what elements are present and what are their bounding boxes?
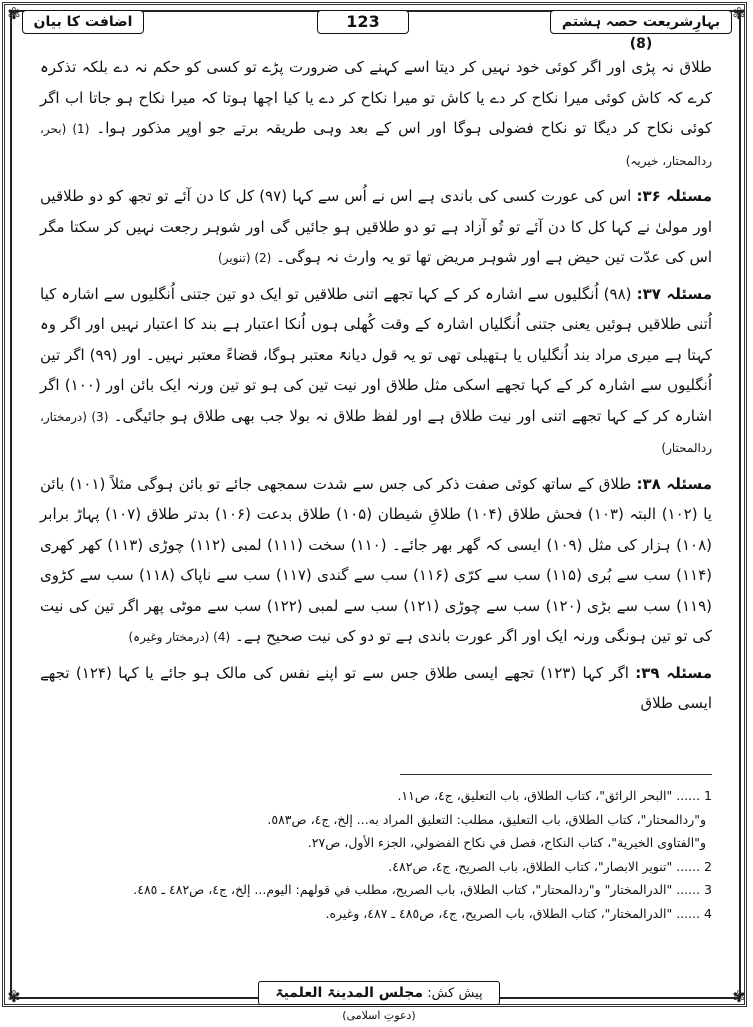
running-title: بہارِشریعت حصہ ہشتم (8) bbox=[550, 10, 732, 34]
publisher-sub: (دعوتِ اسلامی) bbox=[342, 1009, 416, 1022]
main-text bbox=[40, 52, 712, 724]
masala-label: مسئلہ ۳۷: bbox=[636, 284, 712, 303]
publisher-footer bbox=[258, 981, 500, 1022]
corner-ornament-icon: ✾ bbox=[7, 4, 21, 23]
paragraph-masala-39 bbox=[40, 658, 712, 719]
corner-ornament-icon: ✾ bbox=[7, 987, 21, 1006]
corner-ornament-icon: ✾ bbox=[732, 987, 746, 1006]
footnote-line: 4 ...... "الدرالمختار"، كتاب الطلاق، باب الصريح، ج٤، ص٤٨٥ ـ ٤٨٧، وغيره. bbox=[325, 905, 712, 921]
paragraph-masala-37 bbox=[40, 279, 712, 464]
footnote-line: 3 ...... "الدرالمختار" و"ردالمحتار"، كتاب الطلاق، باب الصريح، مطلب في قولهم: اليوم... إلخ، ج٤، ص٤٨٢ ـ ٤٨٥. bbox=[133, 882, 712, 897]
paragraph-text: (۹۸) اُنگلیوں سے اشارہ کر کے کہا تجھے اتنی طلاقیں تو ایک دو تین جتنی اُنگلیوں سے اشارہ کیا اُتنی طلاقیں ہوئیں یعنی جتنی اُنگلیاں اشارہ کے وقت کُھلی ہوں اُنکا اعتبار ہے بند کا اعتبار نہیں اور اگر وہ کہتا ہے میری مراد بند اُنگلیاں یا ہتھیلی تھی تو یہ قول دیانۃً معتبر ہوگا، قضاءً معتبر نہیں۔ اور (۹۹) اگر تین اُنگلیوں سے اشارہ کر کے کہا تجھے اسکی مثل طلاق اور نیت تین کی ہو تو تین ورنہ ایک بائن اور (۱۰۰) اگر اشارہ کر کے کہا تجھے اتنی اور نیت طلاق ہے اور لفظ طلاق نہ بولا جب بھی طلاق ہو جائیگی۔ bbox=[40, 284, 713, 425]
reference-note: (3) (درمختار، ردالمحتار) bbox=[40, 409, 712, 455]
reference-note: (1) (بحر، ردالمحتار، خیریہ) bbox=[40, 122, 712, 168]
footnote-line: و"ردالمحتار"، كتاب الطلاق، باب التعليق، مطلب: التعليق المراد به... إلخ، ج٤، ص٥٨٣. bbox=[267, 811, 706, 827]
reference-note: (2) (تنویر) bbox=[218, 251, 272, 265]
paragraph-1 bbox=[40, 52, 712, 176]
publisher-name: مجلس المدینۃ العلمیۃ bbox=[275, 985, 424, 1001]
paragraph-masala-38 bbox=[40, 469, 712, 653]
footer-prefix: پیش کش: bbox=[427, 986, 483, 1001]
footnote-line: و"الفتاوى الخيرية"، كتاب النكاح، فصل في نكاح الفضولي، الجزء الأول، ص٢٧. bbox=[307, 835, 706, 850]
footnote-line: 1 ...... "البحر الرائق"، كتاب الطلاق، باب التعليق، ج٤، ص١١. bbox=[397, 788, 712, 803]
paragraph-text: اگر کہا (۱۲۳) تجھے ایسی طلاق جس سے تو اپنے نفس کی مالک ہو جائے یا کہا (۱۲۴) تجھے ایسی طلاق bbox=[40, 663, 712, 712]
footnote-divider bbox=[400, 774, 712, 775]
paragraph-text: طلاق نہ پڑی اور اگر کوئی خود نہیں کر دیتا اسے کہنے کی ضرورت پڑے تو کسی کو حکم نہ دے بلکہ تذکرہ کرے کہ کاش کوئی میرا نکاح کر دے یا کاش تو میرا نکاح کر دے یا کیا اچھا ہوتا کہ میرا نکاح ہو جاتا اب اگر کوئی نکاح کر دیگا تو نکاح فضولی ہوگا اور اس کے بعد وہی طریقہ برتے جو اوپر مذکور ہوا۔ bbox=[40, 58, 712, 137]
paragraph-text: اس کی عورت کسی کی باندی ہے اس نے اُس سے کہا (۹۷) کل کا دن آئے تو تجھ کو دو طلاقیں اور مولیٰ نے کہا کل کا دن آئے تو تُو آزاد ہے تو دو طلاقیں ہو جائیں گی اور شوہر رجعت نہیں کر سکتا مگر اس کی عدّت تین حیض ہے اور شوہر مریض تھا تو یہ وارث نہ ہوگی۔ bbox=[40, 187, 712, 266]
corner-ornament-icon: ✾ bbox=[732, 4, 746, 23]
chapter-topic: اضافت کا بیان bbox=[22, 10, 144, 34]
masala-label: مسئلہ ۳۸: bbox=[636, 474, 712, 493]
paragraph-text: طلاق کے ساتھ کوئی صفت ذکر کی جس سے شدت سمجھی جائے تو بائن ہوگی مثلاً (۱۰۱) بائن یا (۱۰۲) البتہ (۱۰۳) فحش طلاق (۱۰۴) طلاقِ شیطان (۱۰۵) طلاق بدعت (۱۰۶) بدتر طلاق (۱۰۷) پہاڑ برابر (۱۰۸) ہزار کی مثل (۱۰۹) ایسی کہ گھر بھر جائے۔ (۱۱۰) سخت (۱۱۱) لمبی (۱۱۲) چوڑی (۱۱۳) کھر کھری (۱۱۴) سب سے بُری (۱۱۵) سب سے کرّی (۱۱۶) سب سے گندی (۱۱۷) سب سے ناپاک (۱۱۸) سب سے کڑوی (۱۱۹) سب سے بڑی (۱۲۰) سب سے چوڑی (۱۲۱) سب سے لمبی (۱۲۲) سب سے موٹی پھر اگر تین کی نیت کی تو تین ہونگی ورنہ ایک اور اگر عورت باندی ہے تو دو کی نیت صحیح ہے۔ bbox=[40, 474, 713, 645]
masala-label: مسئلہ ۳۶: bbox=[636, 187, 712, 205]
page-header bbox=[22, 10, 732, 52]
paragraph-masala-36 bbox=[40, 181, 712, 274]
page-number: 123 bbox=[317, 10, 409, 34]
footnote-line: 2 ...... "تنوير الابصار"، كتاب الطلاق، باب الصريح، ج٤، ص٤٨٢. bbox=[388, 858, 712, 874]
masala-label: مسئلہ ۳۹: bbox=[635, 663, 712, 682]
footnotes bbox=[40, 784, 712, 925]
reference-note: (4) (درمختار وغیرہ) bbox=[128, 630, 231, 644]
